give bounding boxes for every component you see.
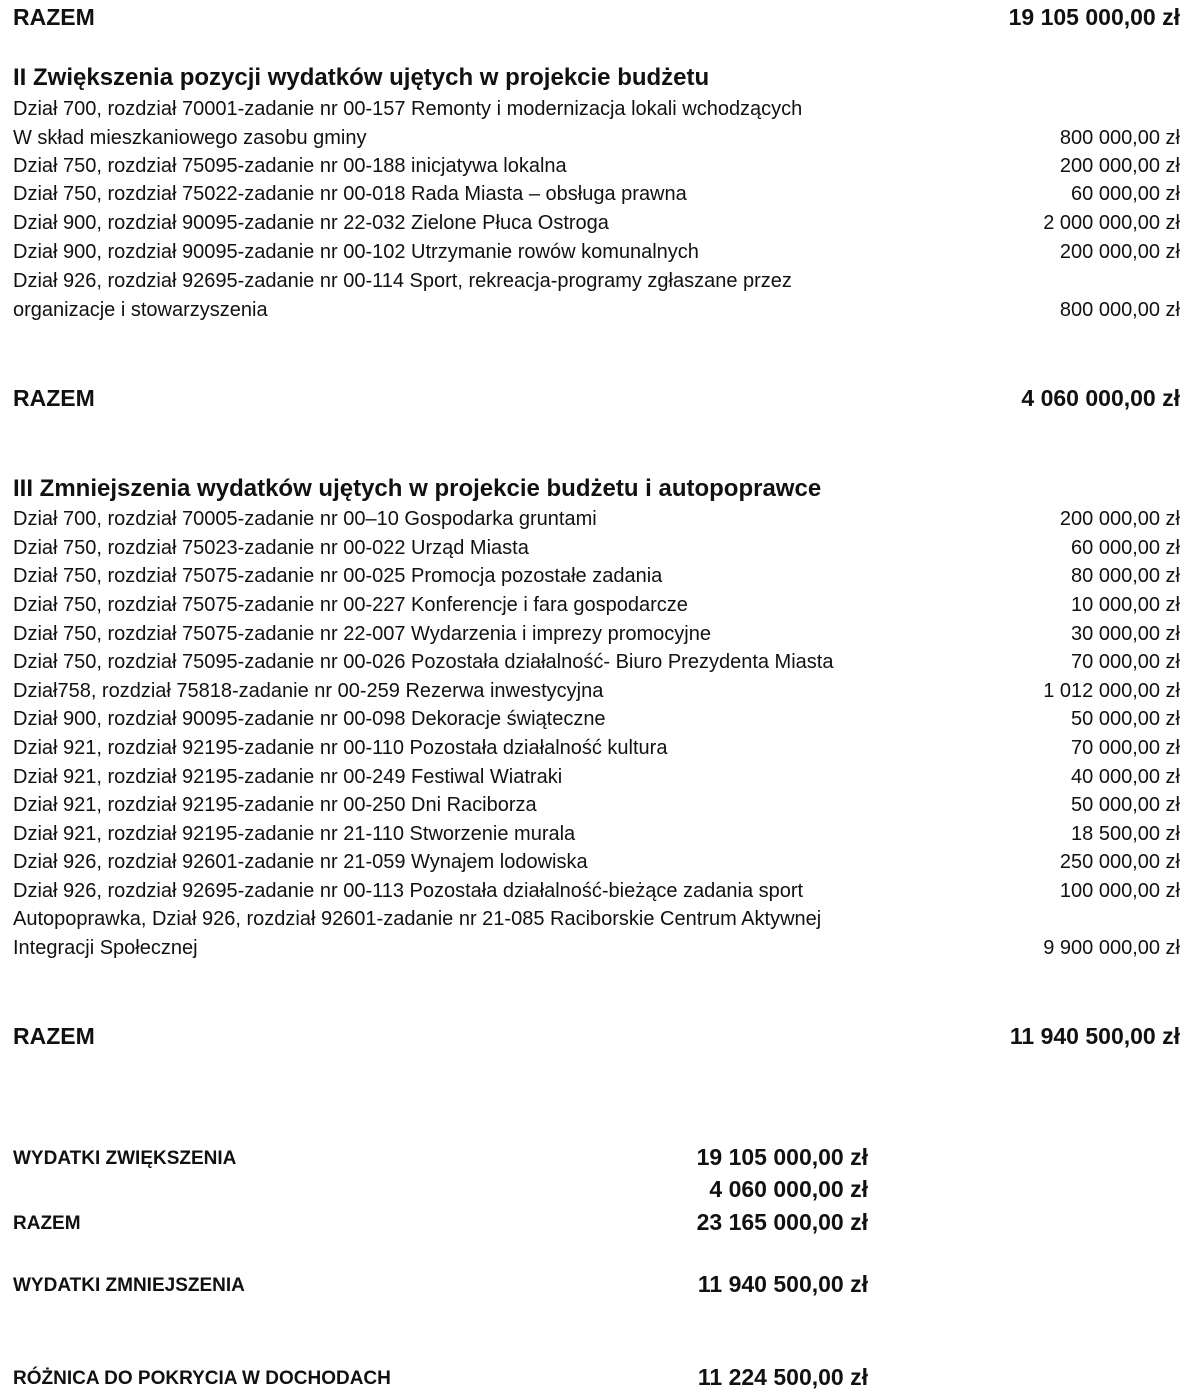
section-2-row	[13, 296, 1180, 324]
section-2-total-row	[13, 384, 1180, 412]
section-2-row	[13, 180, 1180, 208]
row-amount: 50 000,00 zł	[1071, 708, 1180, 730]
row-amount: 800 000,00 zł	[1059, 127, 1180, 149]
row-description: Dział 921, rozdział 92195-zadanie nr 00-250 Dni Raciborza	[13, 794, 537, 816]
section-3-row	[13, 677, 1180, 705]
summary-wydatki-zwiekszenia-label: WYDATKI ZWIĘKSZENIA	[13, 1148, 237, 1169]
row-amount: 200 000,00 zł	[1059, 241, 1180, 263]
section-3-row	[13, 648, 1180, 676]
top-total-amount: 19 105 000,00 zł	[1008, 4, 1180, 30]
row-amount: 70 000,00 zł	[1071, 651, 1180, 673]
row-amount: 2 000 000,00 zł	[1043, 212, 1180, 234]
row-description: Dział 750, rozdział 75023-zadanie nr 00-022 Urząd Miasta	[13, 537, 529, 559]
section-3-row	[13, 763, 1180, 791]
summary-roznica-label: RÓŻNICA DO POKRYCIA W DOCHODACH	[13, 1368, 391, 1389]
section-2-total-amount: 4 060 000,00 zł	[1021, 385, 1180, 411]
row-amount: 250 000,00 zł	[1059, 851, 1180, 873]
row-description: Dział758, rozdział 75818-zadanie nr 00-259 Rezerwa inwestycyjna	[13, 680, 604, 702]
section-3-row	[13, 620, 1180, 648]
section-3-row	[13, 877, 1180, 905]
top-total-label: RAZEM	[13, 4, 95, 30]
section-2-row	[13, 238, 1180, 266]
row-amount: 100 000,00 zł	[1059, 880, 1180, 902]
row-amount: 30 000,00 zł	[1071, 623, 1180, 645]
summary-wydatki-zmniejszenia-label: WYDATKI ZMNIEJSZENIA	[13, 1275, 245, 1296]
row-description: Dział 750, rozdział 75075-zadanie nr 00-227 Konferencje i fara gospodarcze	[13, 594, 688, 616]
row-description: Dział 900, rozdział 90095-zadanie nr 00-098 Dekoracje świąteczne	[13, 708, 606, 730]
row-amount: 50 000,00 zł	[1071, 794, 1180, 816]
row-description: Dział 921, rozdział 92195-zadanie nr 00-110 Pozostała działalność kultura	[13, 737, 668, 759]
row-description: Dział 926, rozdział 92695-zadanie nr 00-114 Sport, rekreacja-programy zgłaszane przez	[13, 270, 792, 292]
row-description: Dział 750, rozdział 75095-zadanie nr 00-026 Pozostała działalność- Biuro Prezydenta Miasta	[13, 651, 834, 673]
section-3-total-row	[13, 1022, 1180, 1050]
section-3-row	[13, 734, 1180, 762]
section-3-row	[13, 591, 1180, 619]
section-3-row	[13, 848, 1180, 876]
row-amount: 70 000,00 zł	[1071, 737, 1180, 759]
row-description: Dział 926, rozdział 92601-zadanie nr 21-059 Wynajem lodowiska	[13, 851, 588, 873]
row-description: Dział 700, rozdział 70005-zadanie nr 00–10 Gospodarka gruntami	[13, 508, 597, 530]
row-amount: 1 012 000,00 zł	[1043, 680, 1180, 702]
section-3-row	[13, 905, 1180, 933]
summary-razem-row	[13, 1207, 868, 1237]
row-description: W skład mieszkaniowego zasobu gminy	[13, 127, 367, 149]
section-2-row	[13, 124, 1180, 152]
summary-razem-label: RAZEM	[13, 1213, 81, 1234]
section-2-row	[13, 152, 1180, 180]
row-description: Dział 921, rozdział 92195-zadanie nr 00-249 Festiwal Wiatraki	[13, 766, 563, 788]
row-description: Dział 750, rozdział 75022-zadanie nr 00-018 Rada Miasta – obsługa prawna	[13, 183, 687, 205]
summary-wydatki-zmniejszenia-amount: 11 940 500,00 zł	[697, 1271, 868, 1297]
section-2-row	[13, 209, 1180, 237]
row-description: Dział 750, rozdział 75095-zadanie nr 00-188 inicjatywa lokalna	[13, 155, 567, 177]
row-amount: 60 000,00 zł	[1071, 537, 1180, 559]
row-description: Dział 700, rozdział 70001-zadanie nr 00-157 Remonty i modernizacja lokali wchodzących	[13, 98, 803, 120]
row-description: Integracji Społecznej	[13, 937, 198, 959]
section-2-row	[13, 95, 1180, 123]
row-description: Dział 750, rozdział 75075-zadanie nr 00-025 Promocja pozostałe zadania	[13, 565, 663, 587]
section-2-heading: II Zwiększenia pozycji wydatków ujętych w projekcie budżetu	[13, 64, 710, 91]
row-description: Dział 921, rozdział 92195-zadanie nr 21-110 Stworzenie murala	[13, 823, 576, 845]
section-3-row	[13, 705, 1180, 733]
section-3-total-label: RAZEM	[13, 1023, 95, 1049]
row-amount: 40 000,00 zł	[1071, 766, 1180, 788]
summary-wydatki-zwiekszenia-row	[13, 1142, 868, 1172]
section-2-total-label: RAZEM	[13, 385, 95, 411]
summary-wydatki-zwiekszenia-row-2	[13, 1174, 868, 1204]
row-amount: 200 000,00 zł	[1059, 155, 1180, 177]
top-total-row	[13, 3, 1180, 31]
section-3-total-amount: 11 940 500,00 zł	[1009, 1023, 1180, 1049]
row-amount: 18 500,00 zł	[1071, 823, 1180, 845]
section-3-row	[13, 820, 1180, 848]
row-description: Dział 926, rozdział 92695-zadanie nr 00-113 Pozostała działalność-bieżące zadania sport	[13, 880, 804, 902]
summary-wydatki-zmniejszenia-row	[13, 1269, 868, 1299]
row-amount: 60 000,00 zł	[1071, 183, 1180, 205]
row-description: Dział 750, rozdział 75075-zadanie nr 22-007 Wydarzenia i imprezy promocyjne	[13, 623, 711, 645]
section-3-row	[13, 534, 1180, 562]
summary-wydatki-zwiekszenia-amount-2: 4 060 000,00 zł	[709, 1176, 868, 1202]
row-description: Dział 900, rozdział 90095-zadanie nr 00-102 Utrzymanie rowów komunalnych	[13, 241, 699, 263]
section-3-heading: III Zmniejszenia wydatków ujętych w projekcie budżetu i autopoprawce	[13, 475, 822, 502]
section-3-row	[13, 934, 1180, 962]
section-3-row	[13, 505, 1180, 533]
row-description: organizacje i stowarzyszenia	[13, 299, 268, 321]
section-3-row	[13, 562, 1180, 590]
row-amount: 800 000,00 zł	[1059, 299, 1180, 321]
summary-wydatki-zwiekszenia-amount-1: 19 105 000,00 zł	[696, 1144, 868, 1170]
summary-roznica-row	[13, 1362, 868, 1392]
row-description: Dział 900, rozdział 90095-zadanie nr 22-032 Zielone Płuca Ostroga	[13, 212, 609, 234]
section-3-row	[13, 791, 1180, 819]
summary-roznica-amount: 11 224 500,00 zł	[697, 1364, 868, 1390]
summary-razem-amount: 23 165 000,00 zł	[696, 1209, 868, 1235]
row-amount: 9 900 000,00 zł	[1043, 937, 1180, 959]
row-amount: 10 000,00 zł	[1071, 594, 1180, 616]
row-amount: 80 000,00 zł	[1071, 565, 1180, 587]
row-description: Autopoprawka, Dział 926, rozdział 92601-zadanie nr 21-085 Raciborskie Centrum Aktywnej	[13, 908, 822, 930]
row-amount: 200 000,00 zł	[1059, 508, 1180, 530]
section-2-row	[13, 267, 1180, 295]
